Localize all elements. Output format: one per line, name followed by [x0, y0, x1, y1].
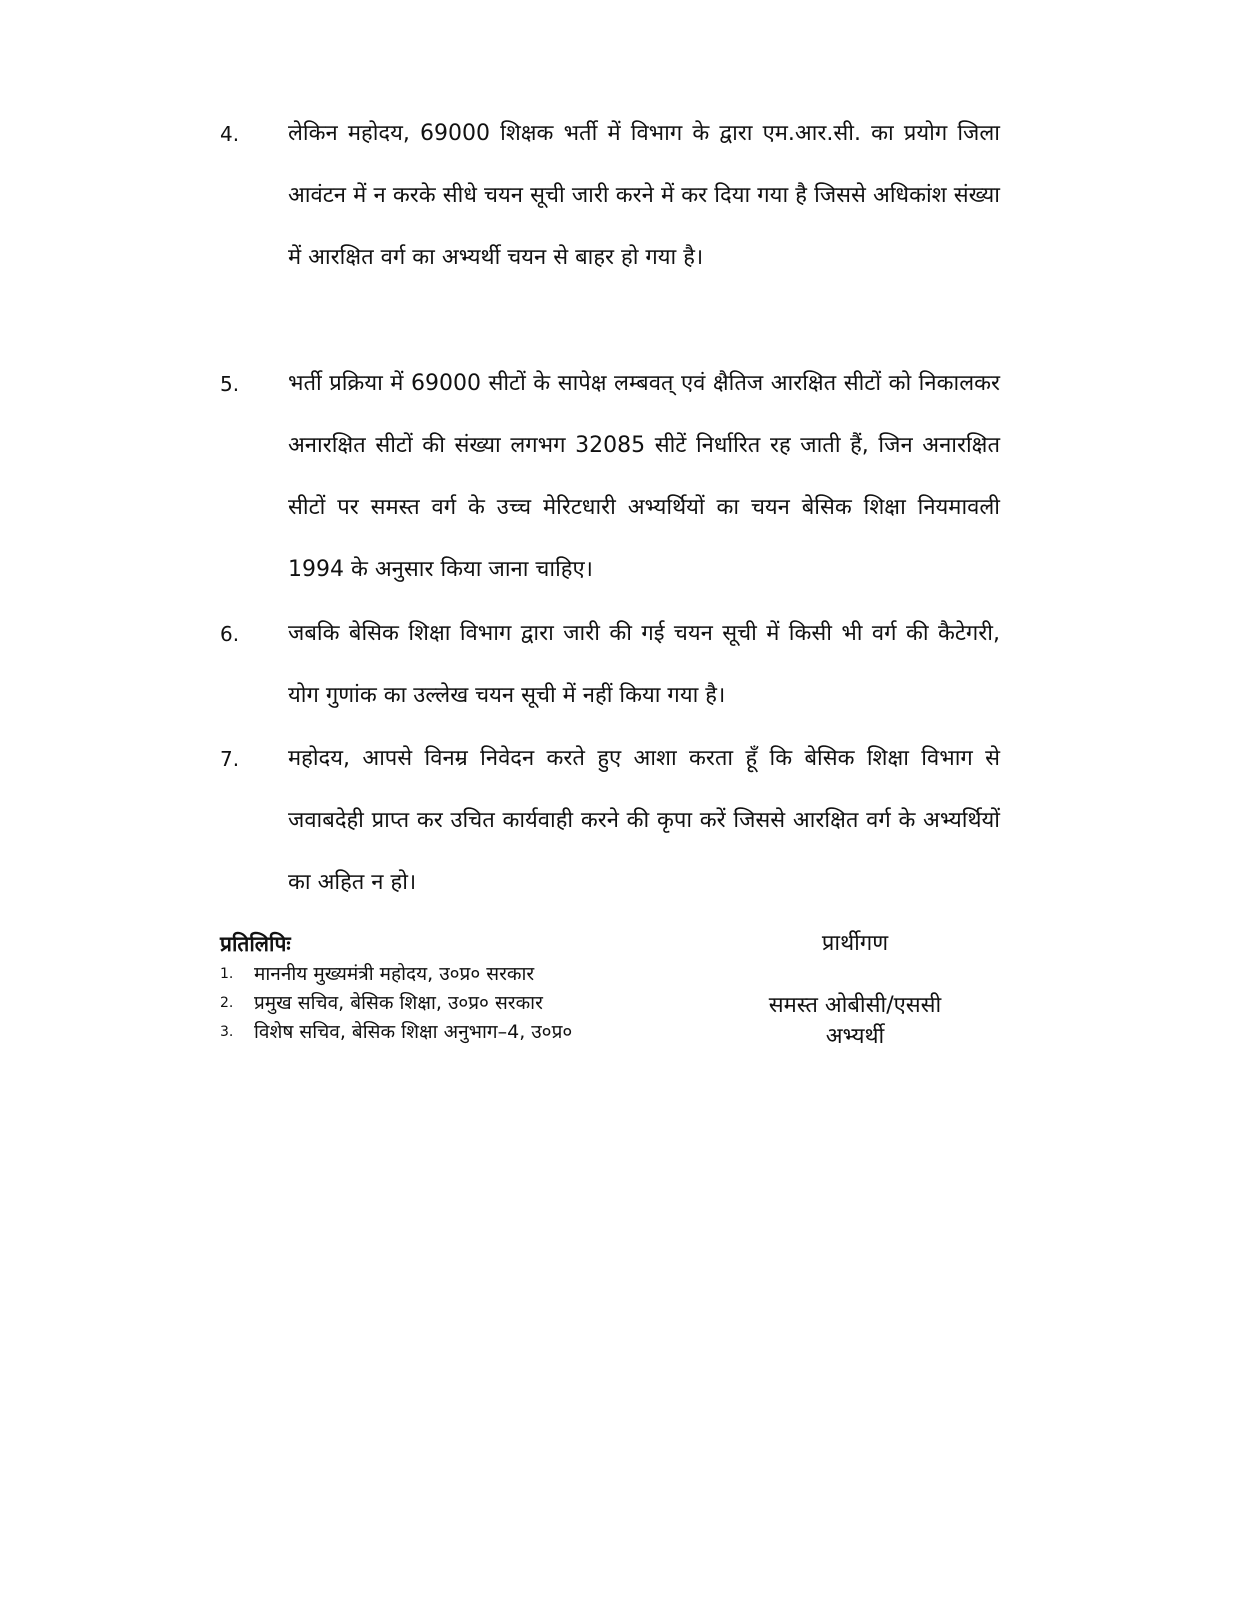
paragraph-text: महोदय, आपसे विनम्र निवेदन करते हुए आशा करता हूँ कि बेसिक शिक्षा विभाग से जवाबदेही प्राप्त कर उचित कार्यवाही करने की कृपा करें जिससे आरक्षित वर्ग के अभ्यर्थियों का अहित न हो।	[288, 746, 1000, 895]
paragraph-number: 4.	[220, 122, 240, 146]
signature-title: प्रार्थीगण	[821, 931, 889, 956]
signature-name-line1: समस्त ओबीसी/एससी	[768, 993, 942, 1018]
copy-to-title: प्रतिलिपिः	[220, 932, 291, 956]
copy-to-list	[220, 960, 680, 1047]
list-item-number: 1.	[220, 966, 234, 982]
paragraph-4	[220, 103, 1000, 289]
paragraph-number: 7.	[220, 747, 240, 771]
paragraph-5	[220, 353, 1000, 601]
paragraph-number: 6.	[220, 622, 240, 646]
list-item	[220, 989, 680, 1018]
paragraph-text: जबकि बेसिक शिक्षा विभाग द्वारा जारी की गई चयन सूची में किसी भी वर्ग की कैटेगरी, योग गुणांक का उल्लेख चयन सूची में नहीं किया गया है।	[288, 621, 1000, 708]
list-item-text: माननीय मुख्यमंत्री महोदय, उ०प्र० सरकार	[254, 963, 535, 985]
paragraph-6	[220, 603, 1000, 727]
signature-block	[720, 990, 990, 1052]
signature-name-line2: अभ्यर्थी	[825, 1024, 885, 1049]
list-item-text: विशेष सचिव, बेसिक शिक्षा अनुभाग–4, उ०प्र०	[254, 1021, 573, 1043]
paragraph-7	[220, 728, 1000, 914]
copy-to-section	[220, 928, 680, 1047]
paragraph-number: 5.	[220, 372, 240, 396]
list-item-text: प्रमुख सचिव, बेसिक शिक्षा, उ०प्र० सरकार	[254, 992, 543, 1014]
paragraph-text: भर्ती प्रक्रिया में 69000 सीटों के सापेक्ष लम्बवत् एवं क्षैतिज आरक्षित सीटों को निकालकर अनारक्षित सीटों की संख्या लगभग 32085 सीटें निर्धारित रह जाती हैं, जिन अनारक्षित सीटों पर समस्त वर्ग के उच्च मेरिटधारी अभ्यर्थियों का चयन बेसिक शिक्षा नियमावली 1994 के अनुसार किया जाना चाहिए।	[288, 371, 1000, 582]
list-item	[220, 960, 680, 989]
list-item-number: 3.	[220, 1024, 234, 1040]
list-item-number: 2.	[220, 995, 234, 1011]
list-item	[220, 1018, 680, 1047]
paragraph-text: लेकिन महोदय, 69000 शिक्षक भर्ती में विभाग के द्वारा एम.आर.सी. का प्रयोग जिला आवंटन में न करके सीधे चयन सूची जारी करने में कर दिया गया है जिससे अधिकांश संख्या में आरक्षित वर्ग का अभ्यर्थी चयन से बाहर हो गया है।	[288, 121, 1000, 270]
